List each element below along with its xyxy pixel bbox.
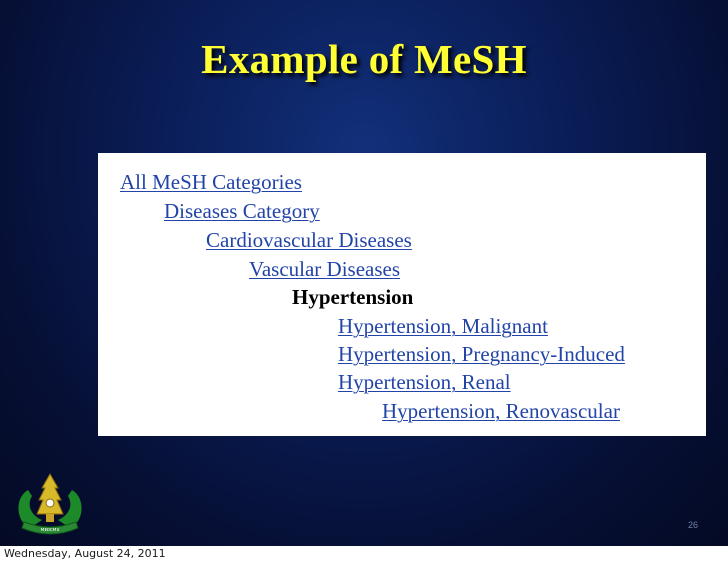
page-number: 26	[687, 520, 698, 530]
tree-item-hypertension-renal[interactable]: Hypertension, Renal	[338, 370, 511, 394]
tree-item-hypertension-pregnancy-induced[interactable]: Hypertension, Pregnancy-Induced	[338, 342, 625, 366]
university-emblem-icon	[12, 470, 88, 540]
tree-item-hypertension-current: Hypertension	[292, 285, 414, 309]
tree-item-diseases-category[interactable]: Diseases Category	[164, 199, 320, 223]
tree-item-cardiovascular-diseases[interactable]: Cardiovascular Diseases	[206, 228, 412, 252]
slide-title: Example of MeSH	[201, 36, 527, 82]
tree-item-hypertension-malignant[interactable]: Hypertension, Malignant	[338, 314, 548, 338]
tree-item-hypertension-renovascular[interactable]: Hypertension, Renovascular	[382, 399, 620, 423]
svg-text:ᴍᴇᴅᴄᴍᴜ: ᴍᴇᴅᴄᴍᴜ	[40, 527, 60, 533]
tree-item-vascular-diseases[interactable]: Vascular Diseases	[249, 257, 401, 281]
mesh-tree-panel	[98, 153, 706, 436]
tree-item-all-mesh-categories[interactable]: All MeSH Categories	[120, 170, 302, 194]
footer-date: Wednesday, August 24, 2011	[4, 547, 166, 560]
